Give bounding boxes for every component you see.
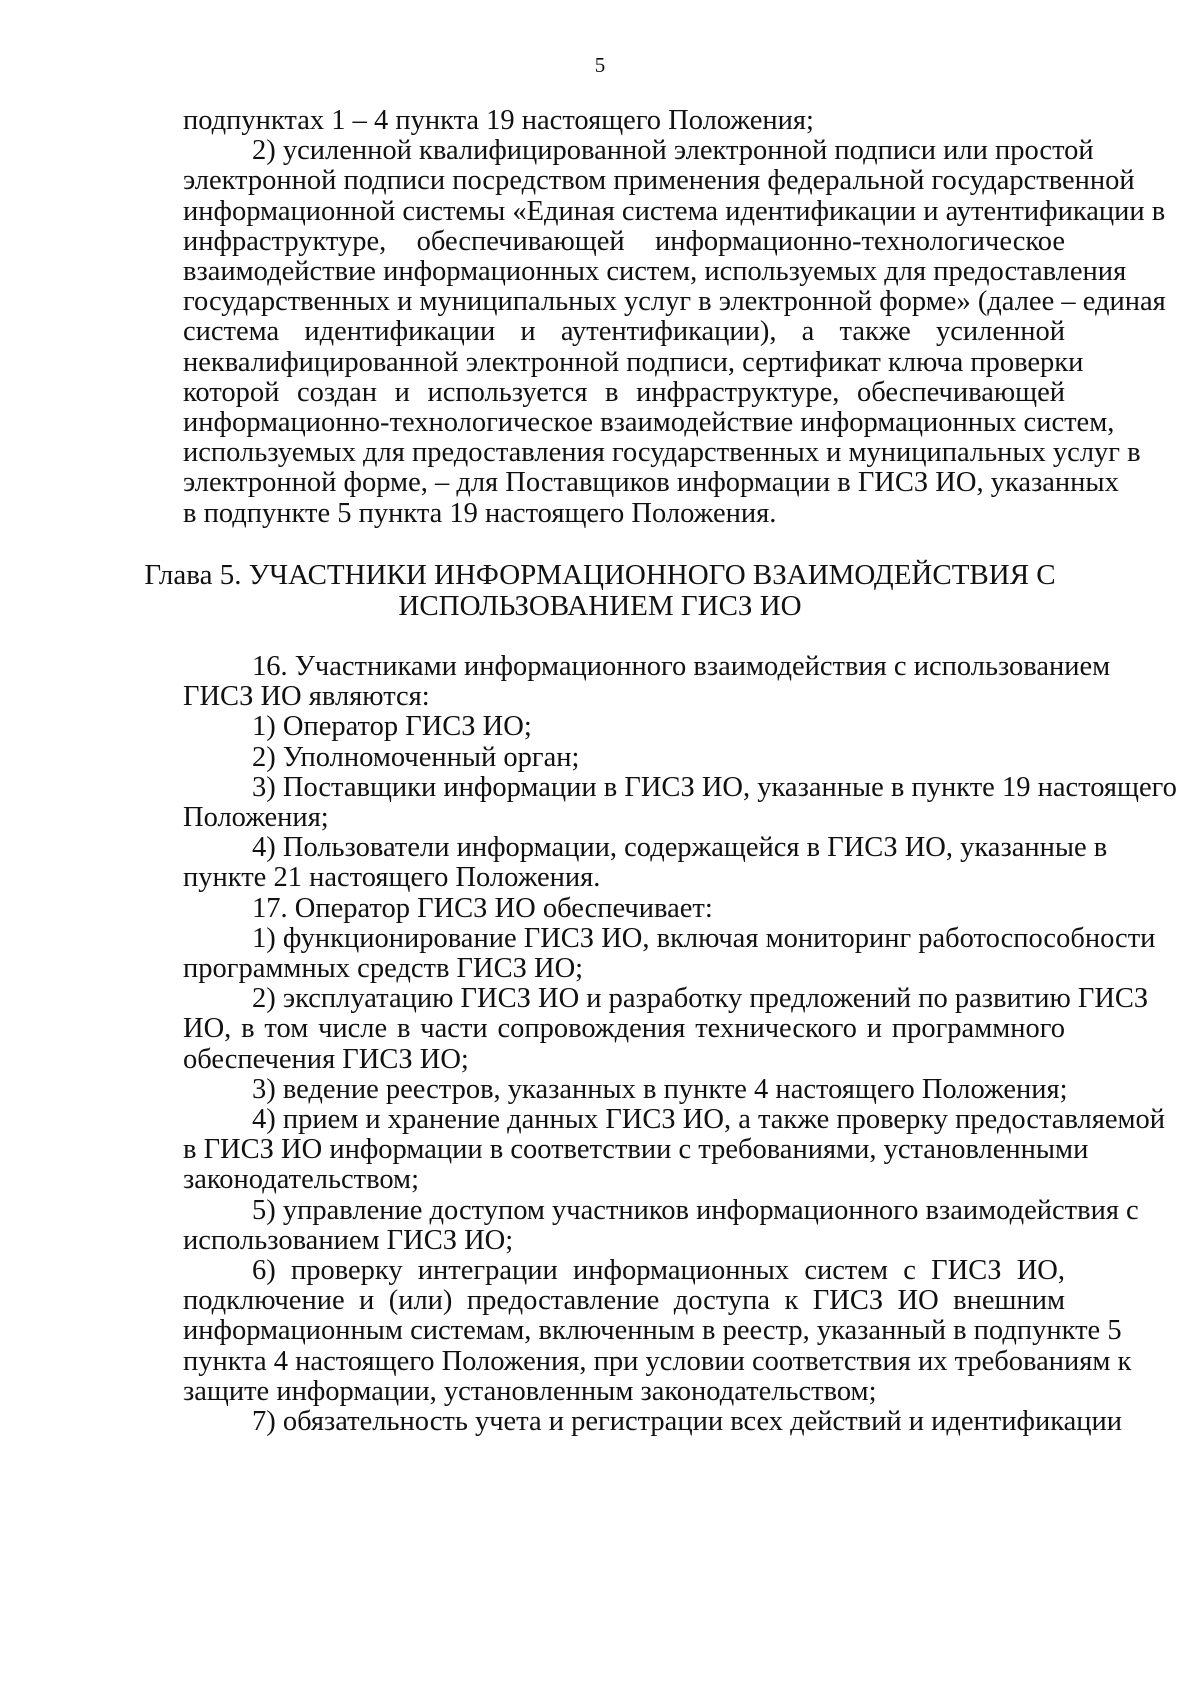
text-line: 16. Участниками информационного взаимодействия с использованием — [252, 651, 1111, 682]
text-line: 17. Оператор ГИСЗ ИО обеспечивает: — [252, 892, 713, 924]
text-line: в ГИСЗ ИО информации в соответствии с требованиями, установленными — [183, 1134, 1089, 1166]
text-line: пункте 21 настоящего Положения. — [183, 862, 601, 894]
text-line: информационно-технологическое взаимодействие информационных систем, — [183, 407, 1115, 438]
text-line: программных средств ГИСЗ ИО; — [183, 953, 584, 984]
text-line: используемых для предоставления государственных и муниципальных услуг в — [183, 437, 1141, 469]
text-line: использованием ГИСЗ ИО; — [183, 1224, 514, 1256]
text-line: ИО, в том числе в части сопровождения технического и программного — [183, 1013, 1065, 1045]
text-line: 5) управление доступом участников информационного взаимодействия с — [252, 1194, 1139, 1226]
text-line: пункта 4 настоящего Положения, при условии соответствия их требованиям к — [183, 1345, 1132, 1377]
text-line: взаимодействие информационных систем, используемых для предоставления — [183, 256, 1127, 287]
text-line: обеспечения ГИСЗ ИО; — [183, 1043, 469, 1075]
chapter-heading-line: Глава 5. УЧАСТНИКИ ИНФОРМАЦИОННОГО ВЗАИМОДЕЙСТВИЯ С — [144, 559, 1056, 591]
text-line: Положения; — [183, 802, 329, 833]
text-line: неквалифицированной электронной подписи, сертификат ключа проверки — [183, 346, 1084, 378]
text-line: государственных и муниципальных услуг в электронной форме» (далее – единая — [183, 286, 1166, 318]
text-line: 4) прием и хранение данных ГИСЗ ИО, а также проверку предоставляемой — [252, 1104, 1166, 1135]
text-line: 2) Уполномоченный орган; — [252, 741, 580, 773]
text-line: 1) Оператор ГИСЗ ИО; — [252, 711, 532, 743]
text-line: в подпункте 5 пункта 19 настоящего Положения. — [183, 497, 777, 529]
text-line: инфраструктуре, обеспечивающей информационно-технологическое — [183, 225, 1065, 257]
page-number: 5 — [594, 53, 606, 77]
text-line: подключение и (или) предоставление доступа к ГИСЗ ИО внешним — [183, 1285, 1065, 1317]
text-line: 3) ведение реестров, указанных в пункте 4 настоящего Положения; — [252, 1073, 1068, 1105]
text-line: подпунктах 1 – 4 пункта 19 настоящего Положения; — [183, 105, 814, 136]
text-line: 1) функционирование ГИСЗ ИО, включая мониторинг работоспособности — [252, 922, 1156, 954]
text-line: законодательством; — [183, 1164, 420, 1196]
chapter-heading-line: ИСПОЛЬЗОВАНИЕМ ГИСЗ ИО — [398, 590, 802, 622]
text-line: которой создан и используется в инфраструктуре, обеспечивающей — [183, 376, 1065, 408]
text-line: 7) обязательность учета и регистрации всех действий и идентификации — [252, 1406, 1123, 1437]
text-line: информационной системы «Единая система идентификации и аутентификации в — [183, 195, 1166, 227]
text-line: информационным системам, включенным в реестр, указанный в подпункте 5 — [183, 1315, 1122, 1347]
text-line: система идентификации и аутентификации), а также усиленной — [183, 316, 1065, 348]
text-line: электронной подписи посредством применения федеральной государственной — [183, 165, 1135, 197]
text-line: 6) проверку интеграции информационных систем с ГИСЗ ИО, — [252, 1255, 1065, 1286]
text-line: ГИСЗ ИО являются: — [183, 681, 430, 713]
text-line: 4) Пользователи информации, содержащейся в ГИСЗ ИО, указанные в — [252, 832, 1108, 864]
text-line: защите информации, установленным законодательством; — [183, 1375, 877, 1407]
text-line: электронной форме, – для Поставщиков информации в ГИСЗ ИО, указанных — [183, 467, 1119, 499]
text-line: 3) Поставщики информации в ГИСЗ ИО, указанные в пункте 19 настоящего — [252, 771, 1177, 803]
text-line: 2) усиленной квалифицированной электронной подписи или простой — [252, 135, 1094, 167]
text-line: 2) эксплуатацию ГИСЗ ИО и разработку предложений по развитию ГИСЗ — [252, 983, 1149, 1015]
